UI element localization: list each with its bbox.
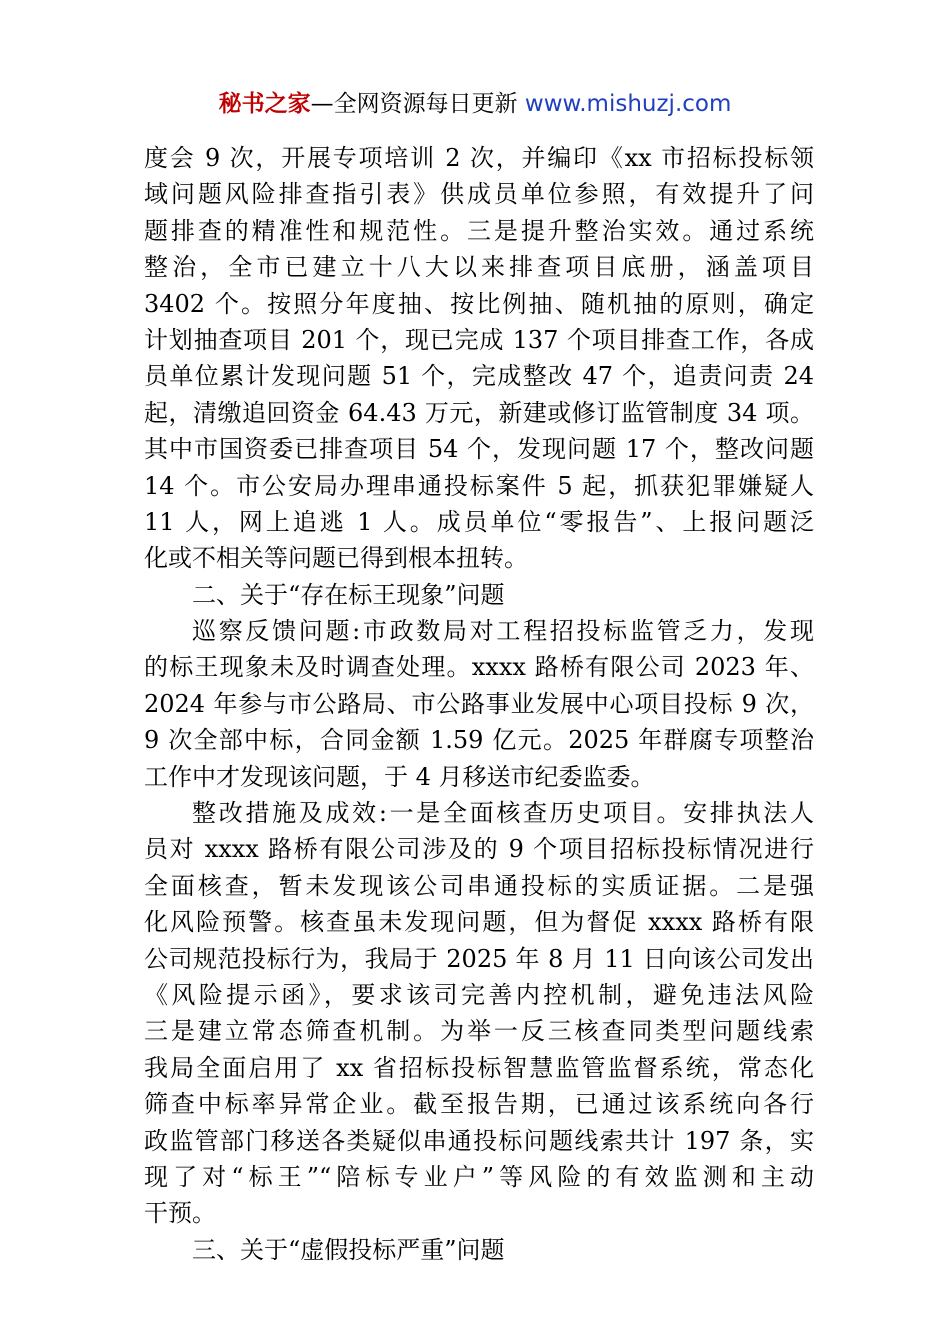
page-header [0,88,950,120]
text-line: 化风险预警。核查虽未发现问题，但为督促 xxxx 路桥有限 [144,908,814,937]
document-body [144,140,814,1268]
text-line: 公司规范投标行为，我局于 2025 年 8 月 11 日向该公司发出 [144,944,814,973]
text-line: 工作中才发现该问题，于 4 月移送市纪委监委。 [144,762,655,791]
section-heading: 二、关于“存在标王现象”问题 [192,580,505,609]
text-line: 9 次全部中标，合同金额 1.59 亿元。2025 年群腐专项整治 [144,726,814,755]
text-line: 三是建立常态筛查机制。为举一反三核查同类型问题线索 [144,1017,814,1046]
brand-name: 秘书之家 [218,91,311,117]
text-line: 全面核查，暂未发现该公司串通投标的实质证据。二是强 [144,871,814,900]
text-line: 整改措施及成效:一是全面核查历史项目。安排执法人 [192,799,814,828]
text-line: 起，清缴追回资金 64.43 万元，新建或修订监管制度 34 项。 [144,398,814,427]
text-line: 其中市国资委已排查项目 54 个，发现问题 17 个，整改问题 [144,435,814,464]
text-line: 现了对“标王”“陪标专业户”等风险的有效监测和主动 [144,1162,814,1191]
text-line: 筛查中标率异常企业。截至报告期，已通过该系统向各行 [144,1090,814,1119]
text-line: 政监管部门移送各类疑似串通投标问题线索共计 197 条，实 [144,1126,814,1155]
text-line: 《风险提示函》，要求该司完善内控机制，避免违法风险 [144,980,814,1009]
text-line: 化或不相关等问题已得到根本扭转。 [144,544,528,573]
site-link[interactable]: www.mishuzj.com [524,91,732,117]
text-line: 员对 xxxx 路桥有限公司涉及的 9 个项目招标投标情况进行 [144,835,814,864]
text-line: 我局全面启用了 xx 省招标投标智慧监管监督系统，常态化 [144,1053,814,1082]
text-line: 干预。 [144,1199,216,1228]
text-line: 的标王现象未及时调查处理。xxxx 路桥有限公司 2023 年、 [144,653,814,682]
text-line: 2024 年参与市公路局、市公路事业发展中心项目投标 9 次， [144,689,814,718]
text-line: 14 个。市公安局办理串通投标案件 5 起，抓获犯罪嫌疑人 [144,471,814,500]
text-line: 11 人，网上追逃 1 人。成员单位“零报告”、上报问题泛 [144,507,814,536]
text-line: 域问题风险排查指引表》供成员单位参照，有效提升了问 [144,180,814,209]
text-line: 巡察反馈问题:市政数局对工程招投标监管乏力，发现 [192,617,814,646]
text-line: 题排查的精准性和规范性。三是提升整治实效。通过系统 [144,216,814,245]
text-line: 度会 9 次，开展专项培训 2 次，并编印《xx 市招标投标领 [144,144,814,172]
text-line: 3402 个。按照分年度抽、按比例抽、随机抽的原则，确定 [144,289,814,318]
text-line: 计划抽查项目 201 个，现已完成 137 个项目排查工作，各成 [144,325,814,354]
text-line: 整治，全市已建立十八大以来排查项目底册，涵盖项目 [144,253,814,282]
section-heading: 三、关于“虚假投标严重”问题 [192,1235,505,1264]
text-line: 员单位累计发现问题 51 个，完成整改 47 个，追责问责 24 [144,362,814,391]
header-tagline: —全网资源每日更新 [310,91,525,117]
